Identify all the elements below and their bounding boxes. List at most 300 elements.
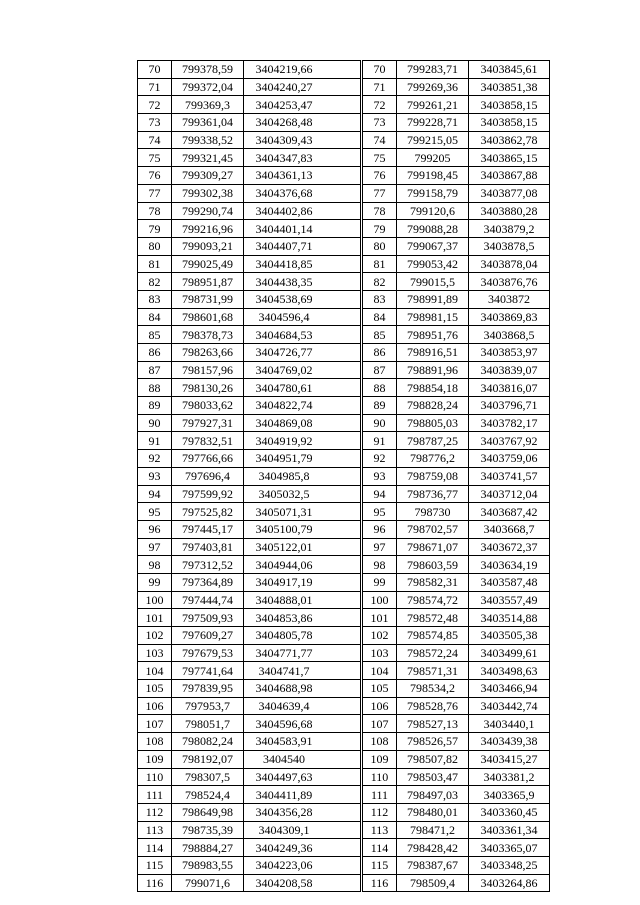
point-number-cell: 110 — [363, 768, 397, 786]
x-coordinate-cell: 798572,24 — [397, 644, 469, 662]
point-number-cell: 87 — [138, 361, 172, 379]
table-row — [138, 78, 361, 96]
point-number-cell: 115 — [363, 856, 397, 874]
table-row — [138, 467, 361, 485]
point-number-cell: 95 — [363, 503, 397, 521]
y-coordinate-cell: 3404888,01 — [244, 591, 361, 609]
x-coordinate-cell: 798534,2 — [397, 680, 469, 698]
coordinates-table-right-body — [363, 61, 550, 892]
table-row — [138, 361, 361, 379]
x-coordinate-cell: 797609,27 — [172, 627, 244, 645]
table-row — [138, 627, 361, 645]
x-coordinate-cell: 799369,3 — [172, 96, 244, 114]
table-row — [138, 202, 361, 220]
table-row — [363, 874, 550, 892]
x-coordinate-cell: 798526,57 — [397, 733, 469, 751]
point-number-cell: 74 — [138, 131, 172, 149]
point-number-cell: 82 — [363, 273, 397, 291]
y-coordinate-cell: 3403878,5 — [469, 237, 550, 255]
table-row — [363, 609, 550, 627]
y-coordinate-cell: 3403498,63 — [469, 662, 550, 680]
point-number-cell: 98 — [363, 556, 397, 574]
x-coordinate-cell: 798130,26 — [172, 379, 244, 397]
point-number-cell: 73 — [363, 114, 397, 132]
table-row — [363, 273, 550, 291]
x-coordinate-cell: 799216,96 — [172, 220, 244, 238]
point-number-cell: 115 — [138, 856, 172, 874]
table-row — [138, 131, 361, 149]
table-row — [363, 591, 550, 609]
y-coordinate-cell: 3404538,69 — [244, 290, 361, 308]
y-coordinate-cell: 3403381,2 — [469, 768, 550, 786]
table-row — [363, 255, 550, 273]
y-coordinate-cell: 3405032,5 — [244, 485, 361, 503]
table-row — [363, 680, 550, 698]
x-coordinate-cell: 798524,4 — [172, 786, 244, 804]
x-coordinate-cell: 798671,07 — [397, 538, 469, 556]
x-coordinate-cell: 798991,89 — [397, 290, 469, 308]
point-number-cell: 72 — [138, 96, 172, 114]
point-number-cell: 96 — [363, 520, 397, 538]
y-coordinate-cell: 3404402,86 — [244, 202, 361, 220]
x-coordinate-cell: 799158,79 — [397, 184, 469, 202]
x-coordinate-cell: 798571,31 — [397, 662, 469, 680]
x-coordinate-cell: 798480,01 — [397, 803, 469, 821]
point-number-cell: 112 — [363, 803, 397, 821]
table-row — [363, 856, 550, 874]
table-row — [363, 237, 550, 255]
table-row — [363, 432, 550, 450]
point-number-cell: 90 — [138, 414, 172, 432]
point-number-cell: 116 — [138, 874, 172, 892]
y-coordinate-cell: 3403865,15 — [469, 149, 550, 167]
coordinates-table-left — [137, 60, 361, 892]
point-number-cell: 113 — [138, 821, 172, 839]
y-coordinate-cell: 3404240,27 — [244, 78, 361, 96]
table-row — [138, 290, 361, 308]
y-coordinate-cell: 3404919,92 — [244, 432, 361, 450]
table-row — [363, 308, 550, 326]
point-number-cell: 72 — [363, 96, 397, 114]
table-row — [138, 61, 361, 79]
table-row — [138, 556, 361, 574]
x-coordinate-cell: 799228,71 — [397, 114, 469, 132]
table-row — [363, 290, 550, 308]
x-coordinate-cell: 797832,51 — [172, 432, 244, 450]
y-coordinate-cell: 3403466,94 — [469, 680, 550, 698]
x-coordinate-cell: 798787,25 — [397, 432, 469, 450]
x-coordinate-cell: 798528,76 — [397, 697, 469, 715]
x-coordinate-cell: 798805,03 — [397, 414, 469, 432]
x-coordinate-cell: 799067,37 — [397, 237, 469, 255]
x-coordinate-cell: 799283,71 — [397, 61, 469, 79]
y-coordinate-cell: 3404376,68 — [244, 184, 361, 202]
y-coordinate-cell: 3404596,4 — [244, 308, 361, 326]
table-row — [363, 131, 550, 149]
table-row — [363, 467, 550, 485]
point-number-cell: 85 — [363, 326, 397, 344]
y-coordinate-cell: 3403348,25 — [469, 856, 550, 874]
x-coordinate-cell: 798603,59 — [397, 556, 469, 574]
table-row — [138, 697, 361, 715]
x-coordinate-cell: 798731,99 — [172, 290, 244, 308]
y-coordinate-cell: 3404347,83 — [244, 149, 361, 167]
x-coordinate-cell: 798263,66 — [172, 344, 244, 362]
point-number-cell: 90 — [363, 414, 397, 432]
x-coordinate-cell: 798378,73 — [172, 326, 244, 344]
point-number-cell: 98 — [138, 556, 172, 574]
point-number-cell: 103 — [138, 644, 172, 662]
table-row — [363, 573, 550, 591]
x-coordinate-cell: 797525,82 — [172, 503, 244, 521]
table-row — [363, 450, 550, 468]
y-coordinate-cell: 3404223,06 — [244, 856, 361, 874]
x-coordinate-cell: 798509,4 — [397, 874, 469, 892]
y-coordinate-cell: 3404208,58 — [244, 874, 361, 892]
x-coordinate-cell: 799361,04 — [172, 114, 244, 132]
point-number-cell: 102 — [363, 627, 397, 645]
y-coordinate-cell: 3403442,74 — [469, 697, 550, 715]
point-number-cell: 99 — [138, 573, 172, 591]
table-row — [363, 750, 550, 768]
x-coordinate-cell: 797444,74 — [172, 591, 244, 609]
point-number-cell: 85 — [138, 326, 172, 344]
y-coordinate-cell: 3403876,76 — [469, 273, 550, 291]
y-coordinate-cell: 3403759,06 — [469, 450, 550, 468]
y-coordinate-cell: 3403672,37 — [469, 538, 550, 556]
y-coordinate-cell: 3403868,5 — [469, 326, 550, 344]
table-row — [363, 644, 550, 662]
y-coordinate-cell: 3404361,13 — [244, 167, 361, 185]
x-coordinate-cell: 797509,93 — [172, 609, 244, 627]
table-row — [138, 750, 361, 768]
point-number-cell: 114 — [138, 839, 172, 857]
x-coordinate-cell: 799215,05 — [397, 131, 469, 149]
table-row — [138, 662, 361, 680]
point-number-cell: 77 — [138, 184, 172, 202]
x-coordinate-cell: 799378,59 — [172, 61, 244, 79]
table-row — [138, 520, 361, 538]
table-row — [363, 96, 550, 114]
x-coordinate-cell: 797953,7 — [172, 697, 244, 715]
table-row — [363, 485, 550, 503]
point-number-cell: 105 — [363, 680, 397, 698]
y-coordinate-cell: 3404869,08 — [244, 414, 361, 432]
y-coordinate-cell: 3403796,71 — [469, 397, 550, 415]
y-coordinate-cell: 3404309,43 — [244, 131, 361, 149]
point-number-cell: 92 — [138, 450, 172, 468]
table-row — [363, 202, 550, 220]
table-row — [363, 78, 550, 96]
x-coordinate-cell: 797696,4 — [172, 467, 244, 485]
y-coordinate-cell: 3404407,71 — [244, 237, 361, 255]
point-number-cell: 95 — [138, 503, 172, 521]
x-coordinate-cell: 799088,28 — [397, 220, 469, 238]
y-coordinate-cell: 3404726,77 — [244, 344, 361, 362]
table-row — [363, 803, 550, 821]
x-coordinate-cell: 797599,92 — [172, 485, 244, 503]
table-row — [138, 591, 361, 609]
x-coordinate-cell: 798735,39 — [172, 821, 244, 839]
x-coordinate-cell: 799025,49 — [172, 255, 244, 273]
x-coordinate-cell: 798307,5 — [172, 768, 244, 786]
y-coordinate-cell: 3403712,04 — [469, 485, 550, 503]
x-coordinate-cell: 799309,27 — [172, 167, 244, 185]
y-coordinate-cell: 3403869,83 — [469, 308, 550, 326]
y-coordinate-cell: 3403557,49 — [469, 591, 550, 609]
y-coordinate-cell: 3403360,45 — [469, 803, 550, 821]
y-coordinate-cell: 3403782,17 — [469, 414, 550, 432]
table-row — [138, 503, 361, 521]
x-coordinate-cell: 798507,82 — [397, 750, 469, 768]
table-row — [138, 379, 361, 397]
table-row — [138, 255, 361, 273]
table-row — [363, 786, 550, 804]
table-row — [363, 839, 550, 857]
table-row — [363, 114, 550, 132]
y-coordinate-cell: 3403851,38 — [469, 78, 550, 96]
point-number-cell: 107 — [363, 715, 397, 733]
y-coordinate-cell: 3404688,98 — [244, 680, 361, 698]
x-coordinate-cell: 799269,36 — [397, 78, 469, 96]
y-coordinate-cell: 3404219,66 — [244, 61, 361, 79]
point-number-cell: 94 — [363, 485, 397, 503]
y-coordinate-cell: 3403687,42 — [469, 503, 550, 521]
point-number-cell: 94 — [138, 485, 172, 503]
table-row — [138, 485, 361, 503]
point-number-cell: 75 — [363, 149, 397, 167]
y-coordinate-cell: 3403867,88 — [469, 167, 550, 185]
point-number-cell: 108 — [363, 733, 397, 751]
point-number-cell: 110 — [138, 768, 172, 786]
y-coordinate-cell: 3405071,31 — [244, 503, 361, 521]
x-coordinate-cell: 798503,47 — [397, 768, 469, 786]
y-coordinate-cell: 3404985,8 — [244, 467, 361, 485]
x-coordinate-cell: 799321,45 — [172, 149, 244, 167]
point-number-cell: 70 — [138, 61, 172, 79]
x-coordinate-cell: 798574,85 — [397, 627, 469, 645]
table-row — [363, 379, 550, 397]
point-number-cell: 101 — [363, 609, 397, 627]
x-coordinate-cell: 798192,07 — [172, 750, 244, 768]
y-coordinate-cell: 3404356,28 — [244, 803, 361, 821]
table-row — [138, 149, 361, 167]
y-coordinate-cell: 3403879,2 — [469, 220, 550, 238]
y-coordinate-cell: 3403853,97 — [469, 344, 550, 362]
table-row — [138, 273, 361, 291]
y-coordinate-cell: 3404684,53 — [244, 326, 361, 344]
y-coordinate-cell: 3403634,19 — [469, 556, 550, 574]
point-number-cell: 105 — [138, 680, 172, 698]
x-coordinate-cell: 799071,6 — [172, 874, 244, 892]
point-number-cell: 87 — [363, 361, 397, 379]
point-number-cell: 75 — [138, 149, 172, 167]
point-number-cell: 112 — [138, 803, 172, 821]
y-coordinate-cell: 3403816,07 — [469, 379, 550, 397]
point-number-cell: 78 — [363, 202, 397, 220]
table-row — [363, 414, 550, 432]
point-number-cell: 81 — [138, 255, 172, 273]
table-row — [138, 821, 361, 839]
table-row — [138, 237, 361, 255]
table-row — [363, 538, 550, 556]
x-coordinate-cell: 798854,18 — [397, 379, 469, 397]
table-row — [363, 768, 550, 786]
y-coordinate-cell: 3403872 — [469, 290, 550, 308]
y-coordinate-cell: 3404771,77 — [244, 644, 361, 662]
table-row — [138, 308, 361, 326]
y-coordinate-cell: 3404438,35 — [244, 273, 361, 291]
x-coordinate-cell: 799205 — [397, 149, 469, 167]
point-number-cell: 109 — [138, 750, 172, 768]
table-row — [363, 361, 550, 379]
point-number-cell: 74 — [363, 131, 397, 149]
y-coordinate-cell: 3404540 — [244, 750, 361, 768]
y-coordinate-cell: 3404741,7 — [244, 662, 361, 680]
point-number-cell: 88 — [363, 379, 397, 397]
table-row — [138, 786, 361, 804]
x-coordinate-cell: 799372,04 — [172, 78, 244, 96]
point-number-cell: 88 — [138, 379, 172, 397]
x-coordinate-cell: 798981,15 — [397, 308, 469, 326]
point-number-cell: 107 — [138, 715, 172, 733]
point-number-cell: 104 — [363, 662, 397, 680]
y-coordinate-cell: 3404497,63 — [244, 768, 361, 786]
x-coordinate-cell: 799093,21 — [172, 237, 244, 255]
point-number-cell: 77 — [363, 184, 397, 202]
point-number-cell: 79 — [363, 220, 397, 238]
y-coordinate-cell: 3403587,48 — [469, 573, 550, 591]
point-number-cell: 93 — [138, 467, 172, 485]
y-coordinate-cell: 3404268,48 — [244, 114, 361, 132]
point-number-cell: 106 — [363, 697, 397, 715]
point-number-cell: 96 — [138, 520, 172, 538]
table-row — [363, 326, 550, 344]
point-number-cell: 91 — [138, 432, 172, 450]
point-number-cell: 84 — [138, 308, 172, 326]
table-row — [138, 573, 361, 591]
point-number-cell: 109 — [363, 750, 397, 768]
table-row — [138, 715, 361, 733]
point-number-cell: 111 — [363, 786, 397, 804]
point-number-cell: 81 — [363, 255, 397, 273]
table-row — [138, 680, 361, 698]
x-coordinate-cell: 797445,17 — [172, 520, 244, 538]
table-row — [363, 821, 550, 839]
y-coordinate-cell: 3403858,15 — [469, 114, 550, 132]
point-number-cell: 80 — [138, 237, 172, 255]
y-coordinate-cell: 3403862,78 — [469, 131, 550, 149]
x-coordinate-cell: 797679,53 — [172, 644, 244, 662]
table-row — [138, 220, 361, 238]
x-coordinate-cell: 797403,81 — [172, 538, 244, 556]
y-coordinate-cell: 3403505,38 — [469, 627, 550, 645]
table-row — [363, 167, 550, 185]
point-number-cell: 93 — [363, 467, 397, 485]
x-coordinate-cell: 798582,31 — [397, 573, 469, 591]
x-coordinate-cell: 799198,45 — [397, 167, 469, 185]
point-number-cell: 106 — [138, 697, 172, 715]
y-coordinate-cell: 3403439,38 — [469, 733, 550, 751]
y-coordinate-cell: 3404805,78 — [244, 627, 361, 645]
y-coordinate-cell: 3403878,04 — [469, 255, 550, 273]
x-coordinate-cell: 799290,74 — [172, 202, 244, 220]
y-coordinate-cell: 3404418,85 — [244, 255, 361, 273]
x-coordinate-cell: 798828,24 — [397, 397, 469, 415]
y-coordinate-cell: 3404769,02 — [244, 361, 361, 379]
x-coordinate-cell: 799015,5 — [397, 273, 469, 291]
table-row — [363, 61, 550, 79]
table-row — [363, 697, 550, 715]
x-coordinate-cell: 797741,64 — [172, 662, 244, 680]
point-number-cell: 71 — [363, 78, 397, 96]
y-coordinate-cell: 3404401,14 — [244, 220, 361, 238]
x-coordinate-cell: 797766,66 — [172, 450, 244, 468]
y-coordinate-cell: 3404822,74 — [244, 397, 361, 415]
point-number-cell: 114 — [363, 839, 397, 857]
point-number-cell: 73 — [138, 114, 172, 132]
y-coordinate-cell: 3403365,07 — [469, 839, 550, 857]
table-row — [138, 538, 361, 556]
x-coordinate-cell: 798527,13 — [397, 715, 469, 733]
y-coordinate-cell: 3403858,15 — [469, 96, 550, 114]
y-coordinate-cell: 3403668,7 — [469, 520, 550, 538]
y-coordinate-cell: 3403845,61 — [469, 61, 550, 79]
point-number-cell: 86 — [138, 344, 172, 362]
point-number-cell: 79 — [138, 220, 172, 238]
x-coordinate-cell: 798497,03 — [397, 786, 469, 804]
y-coordinate-cell: 3404411,89 — [244, 786, 361, 804]
y-coordinate-cell: 3404917,19 — [244, 573, 361, 591]
point-number-cell: 97 — [138, 538, 172, 556]
table-row — [138, 167, 361, 185]
point-number-cell: 86 — [363, 344, 397, 362]
point-number-cell: 78 — [138, 202, 172, 220]
y-coordinate-cell: 3403767,92 — [469, 432, 550, 450]
table-row — [138, 803, 361, 821]
coordinates-table-left-body — [138, 61, 361, 892]
point-number-cell: 70 — [363, 61, 397, 79]
table-row — [138, 326, 361, 344]
x-coordinate-cell: 797839,95 — [172, 680, 244, 698]
table-row — [363, 503, 550, 521]
table-row — [363, 733, 550, 751]
coordinates-table-right — [362, 60, 550, 892]
point-number-cell: 111 — [138, 786, 172, 804]
x-coordinate-cell: 798736,77 — [397, 485, 469, 503]
x-coordinate-cell: 798157,96 — [172, 361, 244, 379]
x-coordinate-cell: 799261,21 — [397, 96, 469, 114]
x-coordinate-cell: 799053,42 — [397, 255, 469, 273]
table-row — [363, 397, 550, 415]
table-row — [138, 874, 361, 892]
x-coordinate-cell: 799338,52 — [172, 131, 244, 149]
y-coordinate-cell: 3403264,86 — [469, 874, 550, 892]
point-number-cell: 97 — [363, 538, 397, 556]
x-coordinate-cell: 798387,67 — [397, 856, 469, 874]
point-number-cell: 102 — [138, 627, 172, 645]
point-number-cell: 83 — [363, 290, 397, 308]
y-coordinate-cell: 3404780,61 — [244, 379, 361, 397]
y-coordinate-cell: 3403880,28 — [469, 202, 550, 220]
table-row — [363, 344, 550, 362]
y-coordinate-cell: 3404951,79 — [244, 450, 361, 468]
x-coordinate-cell: 798759,08 — [397, 467, 469, 485]
y-coordinate-cell: 3404639,4 — [244, 697, 361, 715]
x-coordinate-cell: 798033,62 — [172, 397, 244, 415]
table-row — [138, 114, 361, 132]
table-row — [363, 556, 550, 574]
